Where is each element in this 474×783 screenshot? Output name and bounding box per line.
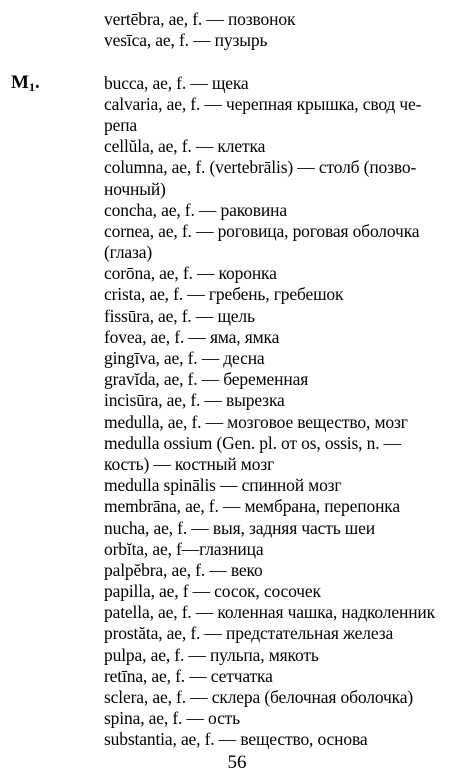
entry-line: prostăta, ae, f. — предстательная железа	[104, 623, 394, 644]
entry-line: cellŭla, ae, f. — клетка	[104, 136, 266, 157]
page-number: 56	[227, 752, 247, 773]
entry-line: sclera, ae, f. — склера (белочная оболочка)	[104, 687, 413, 707]
entry-line: vertēbra, ae, f. — позвонок	[104, 9, 296, 29]
entry-line: patella, ae, f. — коленная чашка, надколенник	[104, 602, 435, 623]
entry-line: gingīva, ae, f. — десна	[104, 348, 265, 368]
entry-line: vesīca, ae, f. — пузырь	[104, 30, 268, 51]
entry-line: кость) — костный мозг	[104, 453, 275, 474]
entry-line: corōna, ae, f. — коронка	[104, 263, 277, 284]
section-label-suffix: .	[34, 72, 40, 93]
entry-line: crista, ae, f. — гребень, гребешок	[104, 284, 344, 305]
section-gap	[104, 51, 466, 72]
entry-line: incisūra, ae, f. — вырезка	[104, 390, 285, 411]
entry-line: medulla, ae, f. — мозговое вещество, мозг	[104, 411, 408, 432]
entry-line: nucha, ae, f. — выя, задняя часть шеи	[104, 517, 375, 538]
entry-line: calvaria, ae, f. — черепная крышка, свод че-	[104, 93, 422, 114]
entry-line: columna, ae, f. (vertebrālis) — столб (позво-	[104, 157, 417, 178]
entry-line: (глаза)	[104, 242, 153, 263]
entry-line: orbĭta, ae, f—глазница	[104, 538, 264, 559]
section-label-letter: M	[11, 72, 29, 93]
entry-line: palpĕbra, ae, f. — веко	[104, 559, 263, 580]
entry-line: papilla, ae, f — сосок, сосочек	[104, 581, 321, 602]
entry-line: medulla ossium (Gen. pl. от os, ossis, n. —	[104, 432, 402, 453]
entry-line: retīna, ae, f. — сетчатка	[104, 665, 273, 686]
section-label	[11, 72, 40, 98]
entry-line: pulpa, ae, f. — пульпа, мякоть	[104, 644, 319, 665]
entry-line: concha, ae, f. — раковина	[104, 199, 287, 220]
entry-line: spina, ae, f. — ость	[104, 708, 241, 729]
entry-line: substantia, ae, f. — вещество, основа	[104, 729, 368, 750]
entry-line: gravĭda, ae, f. — беременная	[104, 369, 309, 390]
entry-line: ночный)	[104, 178, 166, 199]
section-label-subscript: 1	[28, 80, 35, 94]
entry-line: membrāna, ae, f. — мембрана, перепонка	[104, 496, 400, 517]
entry-line: fovea, ae, f. — яма, ямка	[104, 326, 280, 347]
entry-line: bucca, ae, f. — щека	[104, 72, 249, 93]
entry-line: medulla spinālis — спинной мозг	[104, 475, 342, 496]
vocabulary-list	[104, 9, 466, 751]
entry-line: cornea, ae, f. — роговица, роговая оболочка	[104, 220, 420, 241]
entry-line: репа	[104, 114, 138, 135]
entry-line: fissūra, ae, f. — щель	[104, 305, 255, 326]
